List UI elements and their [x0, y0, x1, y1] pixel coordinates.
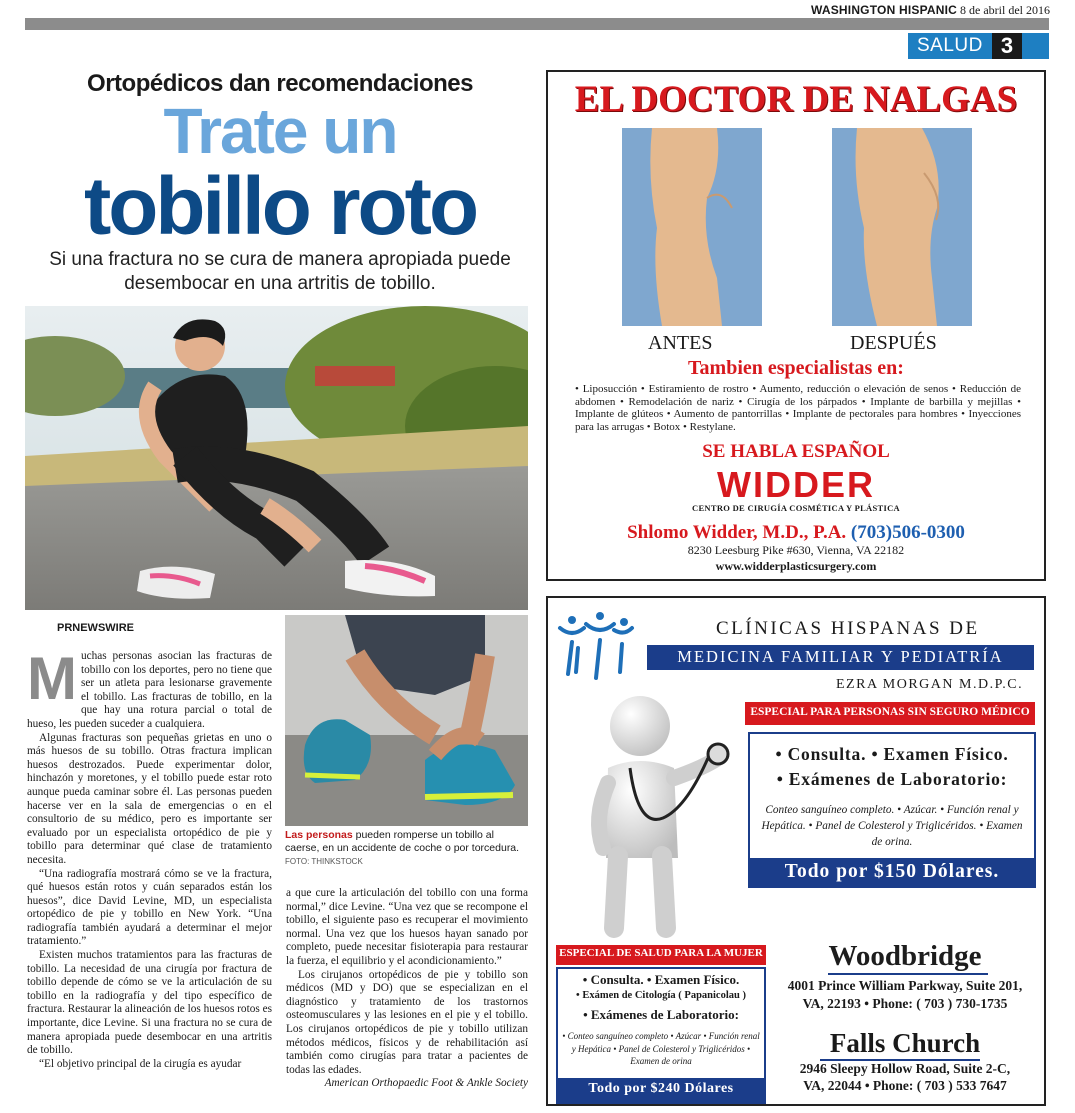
brand-logo: WIDDER [717, 464, 875, 505]
headline-line-1: Trate un [163, 95, 397, 167]
byline: PRNEWSWIRE [57, 622, 134, 634]
clinic-doctor: EZRA MORGAN M.D.P.C. [836, 677, 1024, 692]
after-label: DESPUÉS [850, 332, 937, 354]
photo-credit: FOTO: THINKSTOCK [285, 857, 363, 866]
doctor-name: Shlomo Widder, M.D., P.A. [627, 522, 847, 543]
paragraph: Los cirujanos ortopédicos de pie y tobillo son médicos (MD y DO) que se especializan en el diagnóstico y tratamiento de los trastornos osteomusculares y las lesiones en el pie y el tobillo. Los cirujanos ortopédicos de pie y tobillo utilizan métodos médicos, físicos y de rehabilitación así también como cirugías para tratar a pacientes de todas las edades. [286, 968, 528, 1076]
section-name: SALUD [917, 35, 983, 56]
clinic-title: CLÍNICAS HISPANAS DE [716, 618, 980, 639]
location-woodbridge: Woodbridge [828, 940, 982, 972]
body-column-2 [286, 887, 528, 1091]
offer-general-line-1: • Consulta. • Examen Físico. [775, 744, 1009, 764]
issue-date: 8 de abril del 2016 [960, 3, 1050, 17]
main-photo [25, 306, 528, 610]
page-number: 3 [992, 33, 1022, 59]
masthead [811, 3, 1050, 18]
woodbridge-phone[interactable]: VA, 22193 • Phone: ( 703 ) 730-1735 [802, 996, 1008, 1011]
woodbridge-underline [828, 973, 988, 975]
women-offer-label: ESPECIAL DE SALUD PARA LA MUJER [559, 947, 763, 959]
falls-church-address: 2946 Sleepy Hollow Road, Suite 2-C, [799, 1061, 1011, 1076]
paragraph: uchas personas asocian las fracturas de tobillo con los deportes, pero no tiene que ser un atleta para lesionarse gravemente el tobillo. Las fracturas de tobillo, en la que hay una rotura parcial o total de hueso, les pueden suceder a cualquiera. [27, 650, 272, 730]
offer-women-line-2: • Exámen de Citología ( Papanicolau ) [576, 990, 746, 1001]
specialists-heading: Tambien especialistas en: [688, 357, 904, 379]
before-label: ANTES [648, 332, 713, 354]
brand-subtitle: CENTRO DE CIRUGÍA COSMÉTICA Y PLÁSTICA [692, 503, 900, 513]
services-list: • Liposucción • Estiramiento de rostro • Aumento, reducción o elevación de senos • Reducción de abdomen • Remodelación de nariz • Cirugía de los párpados • Implante de barbilla y mejillas • Implante de glúteos • Aumento de pantorrillas • Implante de pectorales para hombres • Inyecciones para las arrugas • Botox • Restylane. [575, 383, 1021, 433]
offer-general-details: Conteo sanguíneo completo. • Azúcar. • Función renal y Hepática. • Panel de Colesterol y Triglicéridos. • Examen de orina. [761, 804, 1023, 848]
paragraph: Existen muchos tratamientos para las fracturas de tobillo. La necesidad de una cirugía por fractura de tobillo depende de cómo se ve la articulación de su tobillo en la radiografía y del tipo específico de fractura. Restaurar la alineación de los huesos rotos es importante, dice Levine. Si una fractura no se cura de manera apropiada puede desembocar en una artritis de tobillo. [27, 949, 272, 1057]
photo-caption [285, 829, 528, 855]
drop-cap: M [27, 645, 77, 712]
offer-general-price: Todo por $150 Dólares. [784, 861, 1000, 882]
body-column-1 [27, 645, 272, 1071]
offer-women-price: Todo por $240 Dólares [588, 1081, 734, 1096]
paragraph: Algunas fracturas son pequeñas grietas en uno o más huesos de su tobillo. Otras fractura implican huesos destrozados. Puede experimentar dolor, hinchazón y moretones, y el tobillo puede estar roto aunque pueda caminar sobre él. Las personas pueden hacerse ver en la sala de emergencias o en el consultorio de su médico, pero es importante ser evaluado por un especialista ortopédico de pie y tobillo para determinar qué clase de tratamiento necesita. [27, 731, 272, 866]
paragraph: “El objetivo principal de la cirugía es ayudar [39, 1057, 242, 1070]
woodbridge-address: 4001 Prince William Parkway, Suite 201, [787, 978, 1023, 993]
falls-church-phone[interactable]: VA, 22044 • Phone: ( 703 ) 533 7647 [803, 1078, 1007, 1093]
doctor-website[interactable]: www.widderplasticsurgery.com [715, 559, 877, 573]
paragraph: “Una radiografía mostrará cómo se ve la fractura, qué huesos están rotos y cuán separados están los huesos”, dice David Levine, MD, un especialista ortopédico de pie y tobillo en New York. “Una radiografía también ayudará a determinar el mejor tratamiento.” [27, 867, 272, 948]
headline-line-2: tobillo roto [83, 161, 477, 252]
offer-women-line-1: • Consulta. • Examen Físico. [582, 972, 740, 987]
secondary-photo [285, 615, 528, 826]
before-photo [622, 128, 762, 326]
clinic-subtitle: MEDICINA FAMILIAR Y PEDIATRÍA [677, 647, 1004, 666]
paragraph: a que cure la articulación del tobillo con una forma normal,” dice Levine. “Una vez que se recompone el tobillo, el siguiente paso es recuperar el movimiento normal. Una vez que los huesos hayan sanado por completo, puede necesitar fisioterapia para restaurar la fuerza, el equilibrio y el acondicionamiento.” [286, 887, 528, 967]
family-logo-icon [556, 612, 636, 682]
offer-women-details: • Conteo sanguíneo completo • Azúcar • Función renal y Hepática • Panel de Colesterol y Triglicéridos • Examen de orina [562, 1031, 760, 1067]
article-source: American Orthopaedic Foot & Ankle Society [324, 1077, 528, 1090]
paper-name: WASHINGTON HISPANIC [810, 3, 958, 17]
after-photo [832, 128, 972, 326]
offer-general-line-2: • Exámenes de Laboratorio: [776, 769, 1008, 789]
location-falls-church: Falls Church [829, 1028, 981, 1058]
offer-women-line-3: • Exámenes de Laboratorio: [583, 1007, 739, 1022]
doctor-phone[interactable]: (703)506-0300 [850, 522, 965, 543]
top-rule [25, 18, 1049, 30]
article-kicker: Ortopédicos dan recomendaciones [87, 70, 473, 97]
doctor-figure-icon [578, 688, 743, 938]
caption-lead: Las personas [285, 829, 353, 841]
doctor-address: 8230 Leesburg Pike #630, Vienna, VA 22182 [687, 543, 905, 557]
article-deck: Si una fractura no se cura de manera apropiada puede desembocar en una artritis de tobillo. [49, 249, 511, 294]
ad-doctor-title: EL DOCTOR DE NALGAS [574, 79, 1018, 120]
no-insurance-label: ESPECIAL PARA PERSONAS SIN SEGURO MÉDICO [750, 706, 1030, 718]
spanish-spoken: SE HABLA ESPAÑOL [702, 441, 890, 462]
caption-text: pueden romperse un tobillo al caerse, en un accidente de coche o por torcedura. [285, 829, 520, 854]
doctor-contact [548, 522, 1044, 544]
